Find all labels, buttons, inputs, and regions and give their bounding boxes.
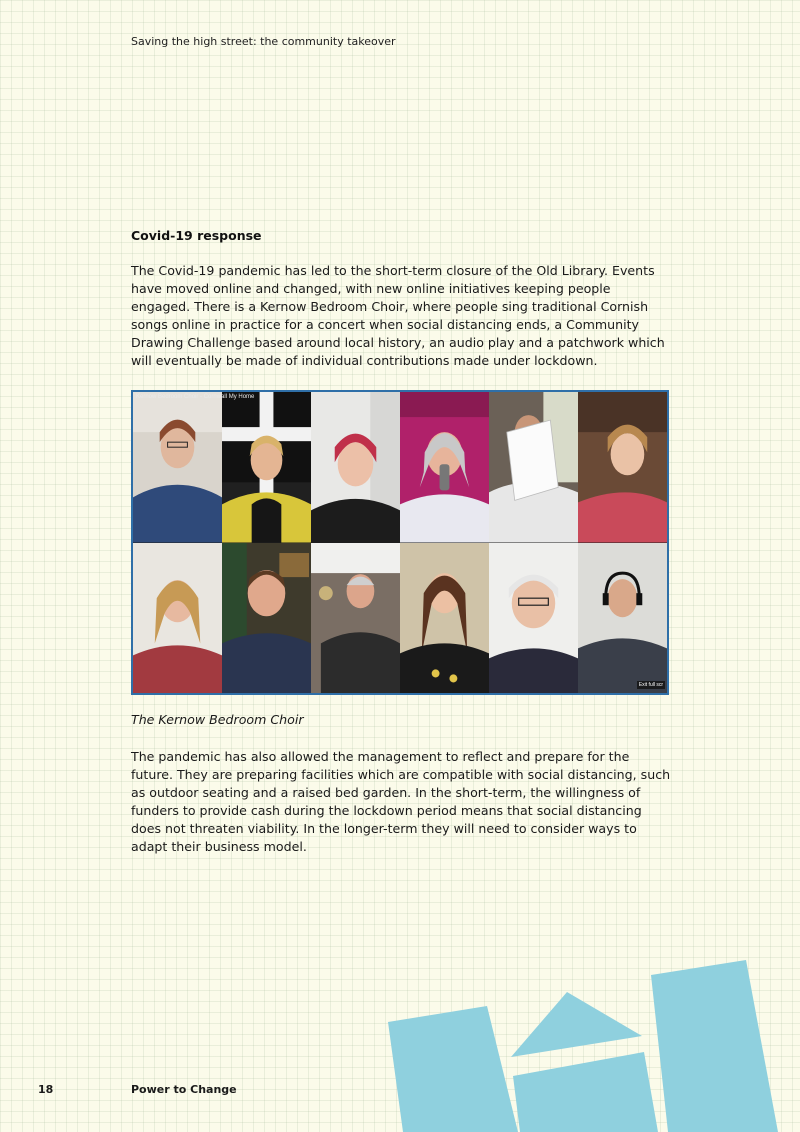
participant-tile xyxy=(311,543,400,694)
participant-tile xyxy=(489,392,578,543)
participant-tile xyxy=(489,543,578,694)
section-heading: Covid-19 response xyxy=(131,228,262,243)
decorative-block-right xyxy=(651,960,778,1132)
choir-video-call-photo xyxy=(131,390,669,695)
figure-caption: The Kernow Bedroom Choir xyxy=(131,712,304,727)
participant-tile xyxy=(133,543,222,694)
participant-tile xyxy=(400,392,489,543)
participant-tile xyxy=(222,543,311,694)
body-paragraph-1: The Covid-19 pandemic has led to the short-term closure of the Old Library. Events have moved online and changed, with new online initiatives keeping people engaged. There is a Kernow Bedroom Choir, where people sing traditional Cornish songs online in practice for a concert when social distancing ends, a Community Drawing Challenge based around local history, an audio play and a patchwork which will eventually be made of individual contributions made under lockdown. xyxy=(131,263,665,368)
running-header: Saving the high street: the community takeover xyxy=(131,35,396,48)
decorative-triangle xyxy=(511,992,642,1057)
exit-fullscreen-button[interactable]: Exit full scr xyxy=(638,682,663,688)
participant-tile xyxy=(133,392,222,543)
page-number: 18 xyxy=(38,1083,54,1096)
body-paragraph-2: The pandemic has also allowed the management to reflect and prepare for the future. They are preparing facilities which are compatible with social distancing, such as outdoor seating and a raised bed garden. In the short-term, the willingness of funders to provide cash during the lockdown period means that social distancing does not threaten viability. In the longer-term they will need to consider ways to adapt their business model. xyxy=(131,749,671,854)
participant-tile xyxy=(400,543,489,694)
footer-organisation: Power to Change xyxy=(131,1083,237,1096)
decorative-block-middle xyxy=(513,1052,658,1132)
participant-grid xyxy=(133,392,667,693)
video-window-title: Kernow Bedroom Choir - Cornwall My Home xyxy=(136,394,255,400)
participant-tile xyxy=(222,392,311,543)
decorative-block-left xyxy=(388,1006,518,1132)
participant-tile xyxy=(578,392,667,543)
participant-tile xyxy=(311,392,400,543)
participant-tile xyxy=(578,543,667,694)
